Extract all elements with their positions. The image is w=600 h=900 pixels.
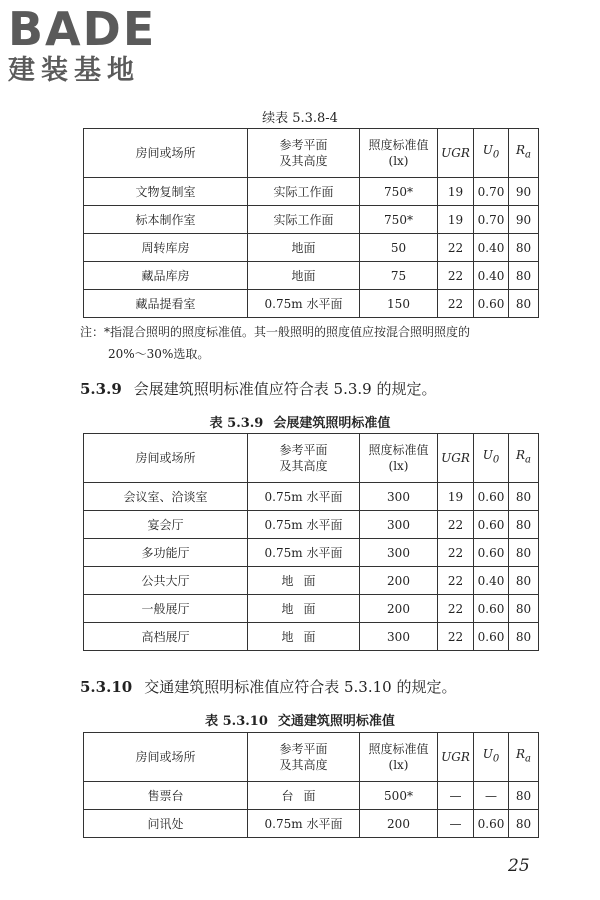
- cell-u0: 0.70: [474, 206, 509, 234]
- table-row: [84, 782, 539, 810]
- cell-ra: 80: [509, 262, 539, 290]
- table-row: [84, 623, 539, 651]
- note-line: 20%～30%选取。: [108, 347, 210, 361]
- header-ugr: UGR: [438, 733, 474, 782]
- cell-room: 标本制作室: [84, 206, 248, 234]
- table-header-row: [84, 434, 539, 483]
- cell-ra: 80: [509, 234, 539, 262]
- cell-ugr: —: [438, 810, 474, 838]
- cell-plane: 0.75m 水平面: [248, 511, 360, 539]
- cell-ra: 80: [509, 290, 539, 318]
- table3: [83, 732, 539, 838]
- caption-title: 交通建筑照明标准值: [277, 714, 395, 729]
- cell-room: 多功能厅: [84, 539, 248, 567]
- cell-room: 高档展厅: [84, 623, 248, 651]
- cell-plane: 0.75m 水平面: [248, 290, 360, 318]
- cell-ra: 80: [509, 623, 539, 651]
- cell-room: 宴会厅: [84, 511, 248, 539]
- cell-room: 公共大厅: [84, 567, 248, 595]
- table-row: [84, 483, 539, 511]
- header-ra: $R_a$: [509, 129, 539, 178]
- cell-lux: 200: [360, 567, 438, 595]
- cell-lux: 300: [360, 483, 438, 511]
- table-row: [84, 595, 539, 623]
- cell-u0: 0.60: [474, 511, 509, 539]
- table-row: [84, 539, 539, 567]
- clause-5-3-9: [80, 378, 436, 399]
- cell-ugr: 22: [438, 623, 474, 651]
- header-room: 房间或场所: [84, 733, 248, 782]
- note-line: 注：*指混合照明的照度标准值。其一般照明的照度值应按混合照明照度的: [80, 325, 471, 339]
- cell-u0: 0.60: [474, 623, 509, 651]
- cell-room: 藏品提看室: [84, 290, 248, 318]
- cell-room: 藏品库房: [84, 262, 248, 290]
- cell-room: 问讯处: [84, 810, 248, 838]
- logo-subtitle: 建装基地: [8, 55, 140, 86]
- header-u0: $U_0$: [474, 434, 509, 483]
- cell-ugr: 19: [438, 483, 474, 511]
- page-number: 25: [508, 856, 530, 876]
- cell-plane: 地面: [248, 234, 360, 262]
- header-ra: $R_a$: [509, 733, 539, 782]
- header-ugr: UGR: [438, 129, 474, 178]
- cell-u0: 0.60: [474, 483, 509, 511]
- cell-ugr: 22: [438, 567, 474, 595]
- cell-ra: 80: [509, 782, 539, 810]
- cell-u0: 0.60: [474, 810, 509, 838]
- cell-ugr: 22: [438, 262, 474, 290]
- cell-u0: 0.60: [474, 290, 509, 318]
- brand-logo: [8, 4, 156, 88]
- table-row: [84, 810, 539, 838]
- cell-plane: 实际工作面: [248, 206, 360, 234]
- cell-plane: 地面: [248, 262, 360, 290]
- cell-ra: 80: [509, 483, 539, 511]
- table-row: [84, 262, 539, 290]
- header-lux: 照度标准值 (lx): [360, 129, 438, 178]
- cell-ugr: 19: [438, 178, 474, 206]
- caption-title: 会展建筑照明标准值: [273, 416, 391, 431]
- cell-plane: 0.75m 水平面: [248, 539, 360, 567]
- header-ra: $R_a$: [509, 434, 539, 483]
- cell-u0: 0.70: [474, 178, 509, 206]
- cell-room: 周转库房: [84, 234, 248, 262]
- clause-number: 5.3.9: [80, 380, 122, 398]
- cell-u0: —: [474, 782, 509, 810]
- cell-ugr: 22: [438, 539, 474, 567]
- cell-room: 会议室、洽谈室: [84, 483, 248, 511]
- cell-plane: 地面: [248, 595, 360, 623]
- clause-text: 交通建筑照明标准值应符合表 5.3.10 的规定。: [144, 678, 457, 696]
- cell-lux: 75: [360, 262, 438, 290]
- table-header-row: [84, 129, 539, 178]
- table-row: [84, 567, 539, 595]
- cell-lux: 200: [360, 595, 438, 623]
- cell-ugr: 22: [438, 234, 474, 262]
- cell-plane: 地面: [248, 623, 360, 651]
- table2-caption: [0, 412, 600, 431]
- header-ugr: UGR: [438, 434, 474, 483]
- cell-lux: 300: [360, 623, 438, 651]
- header-plane: 参考平面 及其高度: [248, 434, 360, 483]
- header-plane: 参考平面 及其高度: [248, 129, 360, 178]
- cell-room: 文物复制室: [84, 178, 248, 206]
- clause-5-3-10: [80, 676, 456, 697]
- cell-lux: 500*: [360, 782, 438, 810]
- cell-ra: 80: [509, 511, 539, 539]
- table-row: [84, 178, 539, 206]
- cell-room: 售票台: [84, 782, 248, 810]
- clause-number: 5.3.10: [80, 678, 133, 696]
- table-row: [84, 234, 539, 262]
- table-header-row: [84, 733, 539, 782]
- header-plane: 参考平面 及其高度: [248, 733, 360, 782]
- table-row: [84, 290, 539, 318]
- cell-u0: 0.60: [474, 539, 509, 567]
- cell-ra: 80: [509, 810, 539, 838]
- caption-number: 表 5.3.9: [209, 416, 264, 431]
- table-row: [84, 206, 539, 234]
- cell-ra: 90: [509, 178, 539, 206]
- cell-room: 一般展厅: [84, 595, 248, 623]
- logo-brand-text: BADE: [8, 2, 157, 56]
- header-lux: 照度标准值 (lx): [360, 733, 438, 782]
- cell-lux: 300: [360, 539, 438, 567]
- cell-plane: 地面: [248, 567, 360, 595]
- cell-ra: 80: [509, 567, 539, 595]
- clause-text: 会展建筑照明标准值应符合表 5.3.9 的规定。: [133, 380, 437, 398]
- table3-caption: [0, 710, 600, 729]
- cell-lux: 150: [360, 290, 438, 318]
- cell-plane: 0.75m 水平面: [248, 483, 360, 511]
- table1: [83, 128, 539, 318]
- cell-ugr: 22: [438, 290, 474, 318]
- cell-lux: 750*: [360, 178, 438, 206]
- cell-u0: 0.40: [474, 234, 509, 262]
- cell-ugr: 22: [438, 511, 474, 539]
- cell-ugr: 22: [438, 595, 474, 623]
- cell-ugr: —: [438, 782, 474, 810]
- cell-plane: 0.75m 水平面: [248, 810, 360, 838]
- cell-ra: 80: [509, 595, 539, 623]
- cell-plane: 台面: [248, 782, 360, 810]
- cell-u0: 0.60: [474, 595, 509, 623]
- header-room: 房间或场所: [84, 129, 248, 178]
- cell-u0: 0.40: [474, 262, 509, 290]
- table1-note: [80, 321, 550, 365]
- table2: [83, 433, 539, 651]
- cell-ugr: 19: [438, 206, 474, 234]
- caption-number: 表 5.3.10: [205, 714, 268, 729]
- header-u0: $U_0$: [474, 733, 509, 782]
- cell-lux: 200: [360, 810, 438, 838]
- cell-plane: 实际工作面: [248, 178, 360, 206]
- header-room: 房间或场所: [84, 434, 248, 483]
- header-u0: $U_0$: [474, 129, 509, 178]
- table1-caption: 续表 5.3.8-4: [262, 111, 338, 126]
- cell-ra: 90: [509, 206, 539, 234]
- cell-lux: 50: [360, 234, 438, 262]
- cell-ra: 80: [509, 539, 539, 567]
- table-row: [84, 511, 539, 539]
- cell-lux: 750*: [360, 206, 438, 234]
- cell-lux: 300: [360, 511, 438, 539]
- header-lux: 照度标准值 (lx): [360, 434, 438, 483]
- cell-u0: 0.40: [474, 567, 509, 595]
